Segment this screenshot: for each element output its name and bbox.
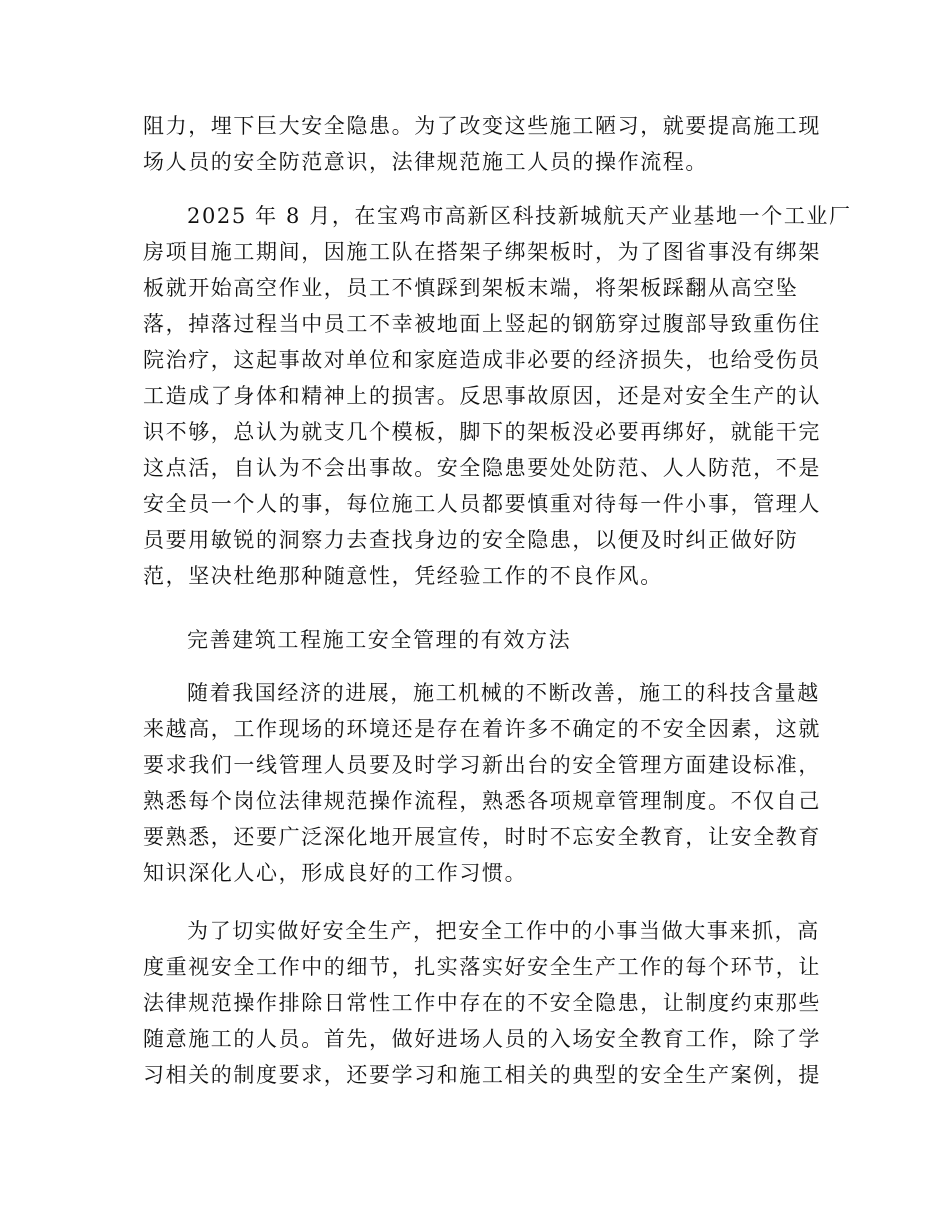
paragraph-4-line-2: 度重视安全工作中的细节，扎实落实好安全生产工作的每个环节，让: [143, 955, 821, 979]
paragraph-3-line-6: 知识深化人心，形成良好的工作习惯。: [143, 861, 528, 885]
paragraph-2-line-2: 房项目施工期间，因施工队在搭架子绑架板时，为了图省事没有绑架: [143, 240, 821, 264]
section-heading: 完善建筑工程施工安全管理的有效方法: [187, 628, 572, 652]
paragraph-2-line-7: 识不够，总认为就支几个模板，脚下的架板没必要再绑好，就能干完: [143, 420, 821, 444]
paragraph-2-line-10: 员要用敏锐的洞察力去查找身边的安全隐患，以便及时纠正做好防: [143, 528, 799, 552]
paragraph-1-line-2: 场人员的安全防范意识，法律规范施工人员的操作流程。: [143, 150, 708, 174]
paragraph-2-line-3: 板就开始高空作业，员工不慎踩到架板末端，将架板踩翻从高空坠: [143, 276, 799, 300]
paragraph-2-line-8: 这点活，自认为不会出事故。安全隐患要处处防范、人人防范，不是: [143, 456, 821, 480]
paragraph-3-line-4: 熟悉每个岗位法律规范操作流程，熟悉各项规章管理制度。不仅自己: [143, 789, 821, 813]
paragraph-2-line-4: 落，掉落过程当中员工不幸被地面上竖起的钢筋穿过腹部导致重伤住: [143, 312, 821, 336]
paragraph-1-line-1: 阻力，埋下巨大安全隐患。为了改变这些施工陋习，就要提高施工现: [143, 114, 821, 138]
paragraph-3-line-5: 要熟悉，还要广泛深化地开展宣传，时时不忘安全教育，让安全教育: [143, 825, 821, 849]
paragraph-2-line-1: 2025 年 8 月，在宝鸡市高新区科技新城航天产业基地一个工业厂: [187, 204, 852, 228]
paragraph-3-line-2: 来越高，工作现场的环境还是存在着许多不确定的不安全因素，这就: [143, 717, 821, 741]
paragraph-3-line-3: 要求我们一线管理人员要及时学习新出台的安全管理方面建设标准，: [143, 753, 821, 777]
paragraph-4-line-5: 习相关的制度要求，还要学习和施工相关的典型的安全生产案例，提: [143, 1063, 821, 1087]
paragraph-2-line-6: 工造成了身体和精神上的损害。反思事故原因，还是对安全生产的认: [143, 384, 821, 408]
paragraph-2-line-5: 院治疗，这起事故对单位和家庭造成非必要的经济损失，也给受伤员: [143, 348, 821, 372]
paragraph-4-line-3: 法律规范操作排除日常性工作中存在的不安全隐患，让制度约束那些: [143, 991, 821, 1015]
paragraph-2-line-9: 安全员一个人的事，每位施工人员都要慎重对待每一件小事，管理人: [143, 492, 821, 516]
paragraph-4-line-1: 为了切实做好安全生产，把安全工作中的小事当做大事来抓，高: [187, 919, 820, 943]
paragraph-3-line-1: 随着我国经济的进展，施工机械的不断改善，施工的科技含量越: [187, 681, 820, 705]
paragraph-2-line-11: 范，坚决杜绝那种随意性，凭经验工作的不良作风。: [143, 564, 663, 588]
paragraph-4-line-4: 随意施工的人员。首先，做好进场人员的入场安全教育工作，除了学: [143, 1027, 821, 1051]
